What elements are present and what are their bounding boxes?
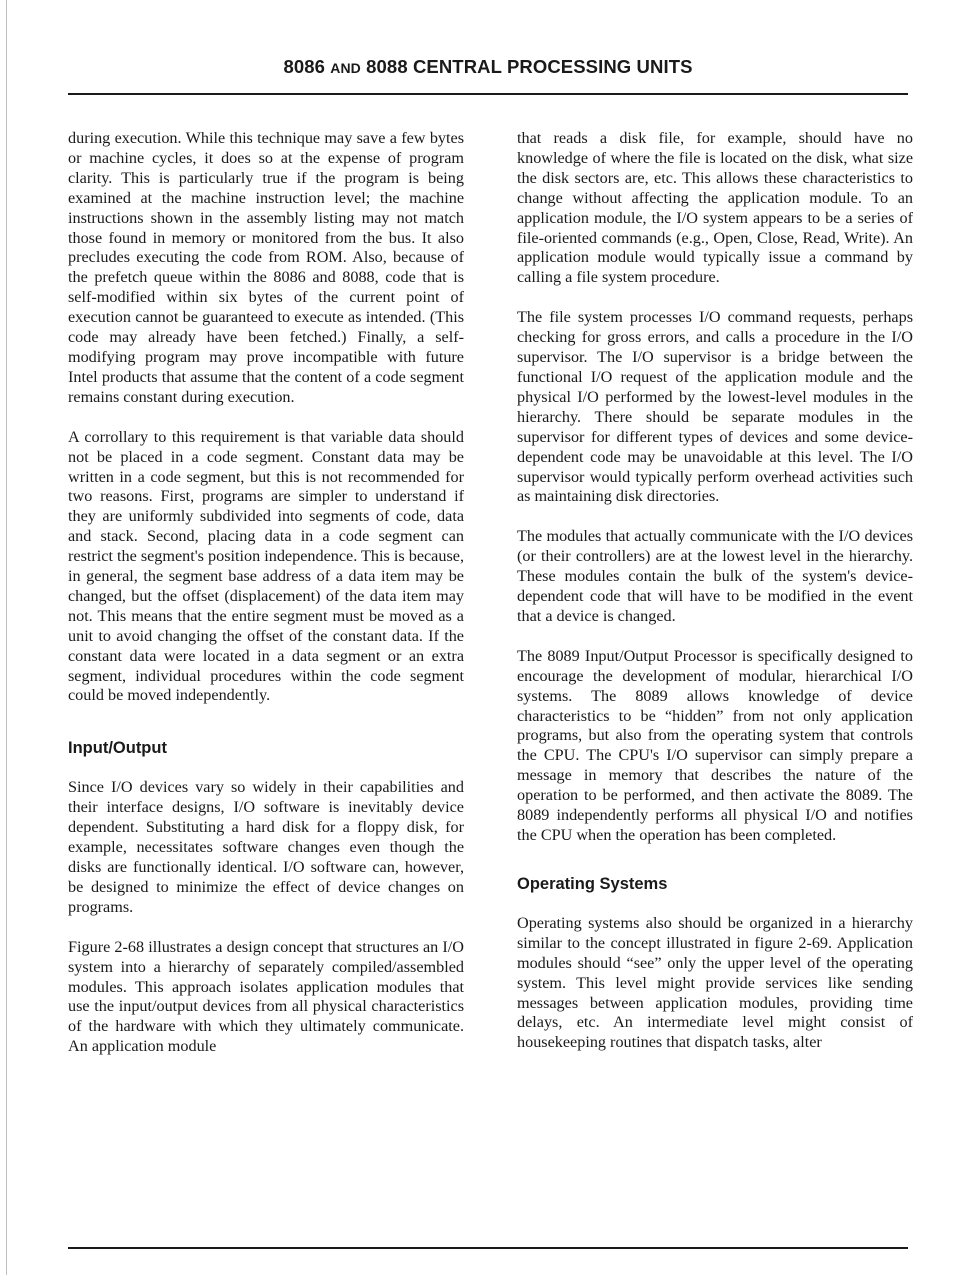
heading-operating-systems: Operating Systems [517,874,668,893]
paragraph-lowest-level-modules: The modules that actually communicate with the I/O devices (or their controllers) are at the lowest level in the hierarchy. These modules contain the bulk of the system's device-dependent code that will have to be modified in the event that a device is changed. [517,527,913,625]
paragraph-8089-iop: The 8089 Input/Output Processor is specifically designed to encourage the development of modular, hierarchical I/O systems. The 8089 allows knowledge of device characteristics to be “hidden” from not only application programs, but also from the operating system that controls the CPU. The CPU's I/O supervisor can simply prepare a message in memory that describes the nature of the operation to be performed, and then activate the 8089. The 8089 independently performs all physical I/O and notifies the CPU when the operation has been completed. [517,646,913,844]
page-edge-line [6,0,7,1275]
paragraph-os-hierarchy: Operating systems also should be organized in a hierarchy similar to the concept illustrated in figure 2-69. Application modules should “see” only the upper level of the operating system. This level might provide services like sending messages between application modules, providing time delays, etc. An intermediate level might consist of housekeeping routines that dispatch tasks, alter [517,913,913,1052]
header-rule [68,93,908,95]
right-column [517,129,913,1073]
running-header [68,56,908,78]
left-column [68,129,464,1077]
paragraph-figure-2-68: Figure 2-68 illustrates a design concept that structures an I/O system into a hierarchy of separately compiled/assembled modules. This approach isolates application modules that use the input/output devices from all physical characteristics of the hardware with which they ultimately communicate. An application module [68,937,464,1056]
footer-rule [68,1247,908,1249]
paragraph-file-system: The file system processes I/O command requests, perhaps checking for gross errors, and calls a procedure in the I/O supervisor. The I/O supervisor is a bridge between the functional I/O request of the application module and the physical I/O performed by the lowest-level modules in the hierarchy. There should be separate modules in the supervisor for different types of devices and some device-dependent code may be unavoidable at this level. The I/O supervisor would typically perform overhead activities such as maintaining disk directories. [517,308,913,506]
paragraph-application-module: that reads a disk file, for example, should have no knowledge of where the file is located on the disk, what size the disk sectors are, etc. This allows these characteristics to change without affecting the application module. To an application module, the I/O system appears to be a series of file-oriented commands (e.g., Open, Close, Read, Write). An application module would typically issue a command by calling a file system procedure. [517,129,913,287]
paragraph-io-devices: Since I/O devices vary so widely in their capabilities and their interface designs, I/O software is inevitably device dependent. Substituting a hard disk for a floppy disk, for example, necessitates software changes even though the disks are functionally identical. I/O software can, however, be designed to minimize the effect of device changes on programs. [68,778,464,916]
paragraph-self-modifying-code: during execution. While this technique may save a few bytes or machine cycles, it does so at the expense of program clarity. This is particularly true if the program is being examined at the machine instruction level; the machine instructions shown in the assembly listing may not match those found in memory or monitored from the bus. It also precludes executing the code from ROM. Also, because of the prefetch queue within the 8086 and 8088, code that is self-modified within six bytes of the current point of execution cannot be guaranteed to execute as intended. (This code may already have been fetched.) Finally, a self-modifying program may prove incompatible with future Intel products that assume that the content of a code segment remains constant during execution. [68,129,464,406]
header-part1: 8086 [283,56,326,77]
paragraph-variable-data: A corrollary to this requirement is that variable data should not be placed in a code segment. Constant data may be written in a code segment, but this is not recommended for two reasons. First, programs are simpler to understand if they are uniformly subdivided into segments of code, data and stack. Second, placing data in a code segment can restrict the segment's position independence. This is because, in general, the segment base address of a data item may be changed, but the offset (displacement) of the data item may not. This means that the entire segment must be moved as a unit to avoid changing the offset of the constant data. If the constant data were located in a data segment or an extra segment, individual procedures within the code segment could be moved independently. [68,427,464,705]
header-part2: 8088 CENTRAL PROCESSING UNITS [366,56,693,77]
heading-input-output: Input/Output [68,739,167,758]
header-and: AND [330,60,361,76]
